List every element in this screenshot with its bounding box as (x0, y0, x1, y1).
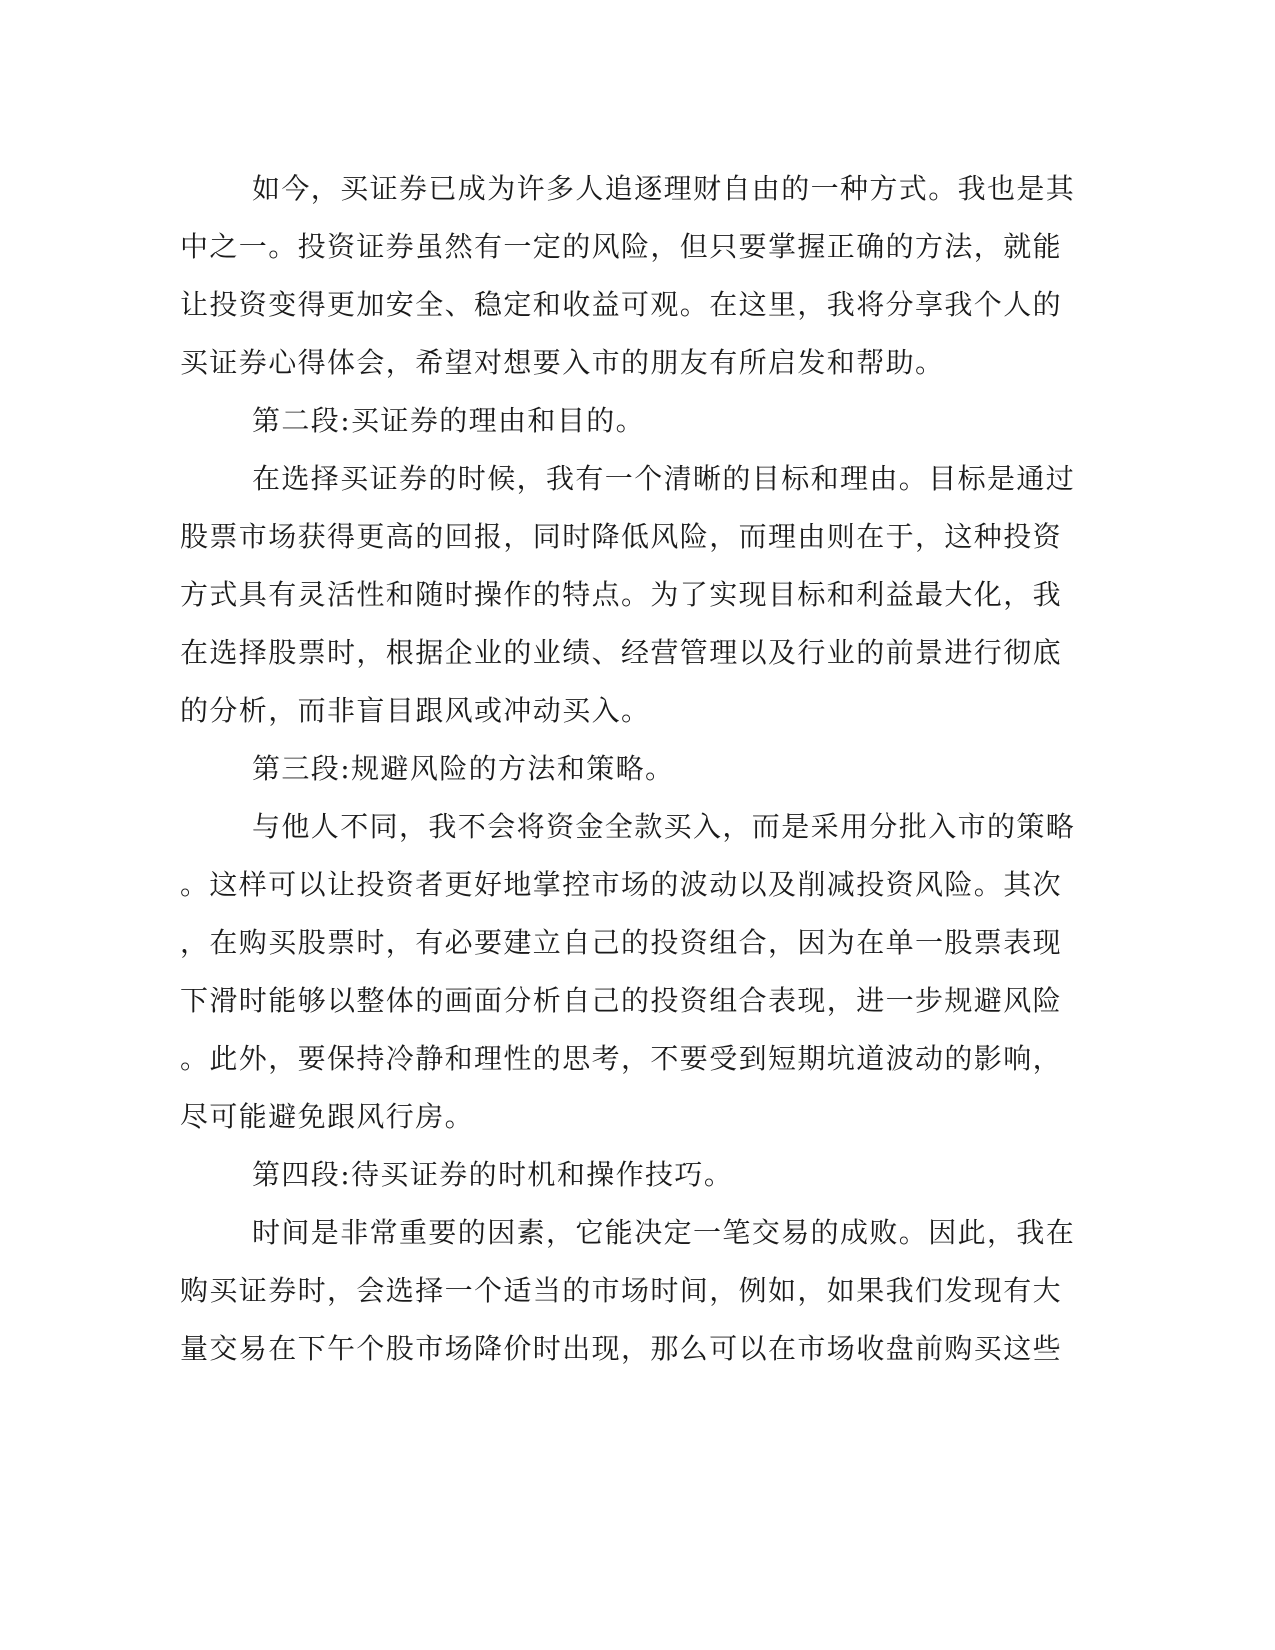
section-heading: 第四段:待买证券的时机和操作技巧。 (252, 1158, 734, 1191)
text-line: 在选择买证券的时候，我有一个清晰的目标和理由。目标是通过 (252, 462, 1076, 495)
text-line: 量交易在下午个股市场降价时出现，那么可以在市场收盘前购买这些 (180, 1332, 1063, 1365)
text-line: 让投资变得更加安全、稳定和收益可观。在这里，我将分享我个人的 (180, 288, 1063, 321)
text-line: 中之一。投资证券虽然有一定的风险，但只要掌握正确的方法，就能 (180, 230, 1063, 263)
document-body (180, 160, 1076, 1378)
text-line: 购买证券时，会选择一个适当的市场时间，例如，如果我们发现有大 (180, 1274, 1063, 1307)
text-line: 下滑时能够以整体的画面分析自己的投资组合表现，进一步规避风险 (180, 984, 1063, 1017)
text-line: 的分析，而非盲目跟风或冲动买入。 (180, 694, 651, 727)
section-heading: 第二段:买证券的理由和目的。 (252, 404, 646, 437)
text-line: 买证券心得体会，希望对想要入市的朋友有所启发和帮助。 (180, 346, 945, 379)
text-line: 在选择股票时，根据企业的业绩、经营管理以及行业的前景进行彻底 (180, 636, 1063, 669)
text-line: 股票市场获得更高的回报，同时降低风险，而理由则在于，这种投资 (180, 520, 1063, 553)
text-line: 方式具有灵活性和随时操作的特点。为了实现目标和利益最大化，我 (180, 578, 1063, 611)
text-line: 时间是非常重要的因素，它能决定一笔交易的成败。因此，我在 (252, 1216, 1076, 1249)
section-heading: 第三段:规避风险的方法和策略。 (252, 752, 675, 785)
text-line: 如今，买证券已成为许多人追逐理财自由的一种方式。我也是其 (252, 172, 1076, 205)
text-line: ，在购买股票时，有必要建立自己的投资组合，因为在单一股票表现 (180, 926, 1063, 959)
text-line: 。此外，要保持冷静和理性的思考，不要受到短期坑道波动的影响， (180, 1042, 1063, 1075)
text-line: 。这样可以让投资者更好地掌控市场的波动以及削减投资风险。其次 (180, 868, 1063, 901)
text-line: 尽可能避免跟风行房。 (180, 1100, 475, 1133)
text-line: 与他人不同，我不会将资金全款买入，而是采用分批入市的策略 (252, 810, 1076, 843)
